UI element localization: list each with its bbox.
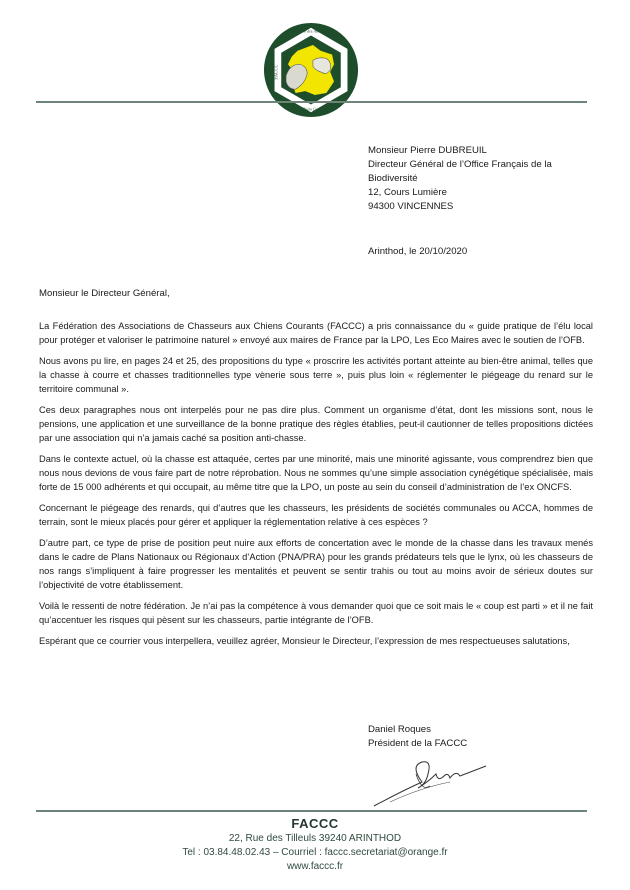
svg-text:aux Chiens Courants: aux Chiens Courants (295, 107, 327, 112)
footer-divider (36, 810, 587, 812)
paragraph: La Fédération des Associations de Chasseurs aux Chiens Courants (FACCC) a pris connaissance du « guide pratique de l’élu local pour protéger et valoriser le patrimoine naturel » envoyé aux maires de France par la LPO, Les Eco Maires avec le soutien de l’OFB. (39, 321, 593, 345)
paragraph: Ces deux paragraphes nous ont interpelés pour ne pas dire plus. Comment un organisme d’état, dont les missions sont, nous le pensions, une application et une surveillance de la bonne pratique des règles établies, peut-il cautionner de telles propositions dictées par une association qui n’a jamais caché sa position anti-chasse. (39, 405, 593, 443)
paragraph: Concernant le piégeage des renards, qui d’autres que les chasseurs, les présidents de sociétés communales ou ACCA, hommes de terrain, sont le mieux placés pour gérer et appliquer la réglementation relative à ces espèces ? (39, 503, 593, 527)
recipient-name: Monsieur Pierre DUBREUIL (368, 145, 487, 156)
header-divider (36, 101, 587, 103)
recipient-title-cont: Biodiversité (368, 173, 418, 184)
footer-website[interactable]: www.faccc.fr (286, 861, 344, 872)
footer-contact: Tel : 03.84.48.02.43 – Courriel : faccc.secretariat@orange.fr (182, 847, 448, 858)
paragraph: D’autre part, ce type de prise de position peut nuire aux efforts de concertation avec le monde de la chasse dans les travaux menés dans le cadre de Plans Nationaux ou Régionaux d’Action (PNA/PRA) pour les grands prédateurs tels que le lynx, où les chasseurs de nos rangs s’impliquent à faire progresser les mentalités et peuvent se sentir trahis ou tout au moins avoir de sérieux doutes sur l’objectivité de votre établissement. (39, 538, 593, 590)
recipient-address (368, 144, 608, 214)
paragraph: Voilà le ressenti de notre fédération. Je n’ai pas la compétence à vous demander quoi que ce soit mais le « coup est parti » et il ne fait qu’accentuer les risques qui pèsent sur les chasseurs, partie intégrante de l’OFB. (39, 601, 593, 625)
faccc-logo (263, 22, 359, 118)
svg-text:FACCC: FACCC (274, 64, 280, 80)
salutation: Monsieur le Directeur Général, (39, 288, 170, 299)
date-line: Arinthod, le 20/10/2020 (368, 246, 468, 257)
paragraph: Nous avons pu lire, en pages 24 et 25, des propositions du type « proscrire les activités portant atteinte au bien-être animal, telles que la chasse à courre et chasses traditionnelles type vènerie sous terre », puis plus loin « réglementer le piégeage du renard sur le territoire communal ». (39, 356, 593, 394)
letterhead-footer (0, 816, 630, 874)
svg-text:Fédération des Associations: Fédération des Associations (288, 28, 334, 34)
handwritten-signature (370, 752, 490, 810)
signature-block (368, 723, 467, 751)
footer-org-name: FACCC (291, 816, 339, 831)
letter-body (39, 319, 593, 655)
paragraph: Espérant que ce courrier vous interpellera, veuillez agréer, Monsieur le Directeur, l’expression de mes respectueuses salutations, (39, 636, 570, 646)
footer-address: 22, Rue des Tilleuls 39240 ARINTHOD (228, 833, 402, 844)
recipient-title: Directeur Général de l’Office Français de la (368, 159, 552, 170)
recipient-street: 12, Cours Lumière (368, 187, 447, 198)
paragraph: Dans le contexte actuel, où la chasse est attaquée, certes par une minorité, mais une minorité agissante, vous comprendrez bien que nous nous devions de vous faire part de notre réprobation. Nous ne sommes qu’une simple association cynégétique spécialisée, mais forte de 15 000 adhérents et qui occupait, au même titre que la LPO, un poste au sein du conseil d’administration de l’ex ONCFS. (39, 454, 593, 492)
recipient-city: 94300 VINCENNES (368, 201, 454, 212)
signer-title: Président de la FACCC (368, 738, 468, 749)
signer-name: Daniel Roques (368, 724, 431, 735)
